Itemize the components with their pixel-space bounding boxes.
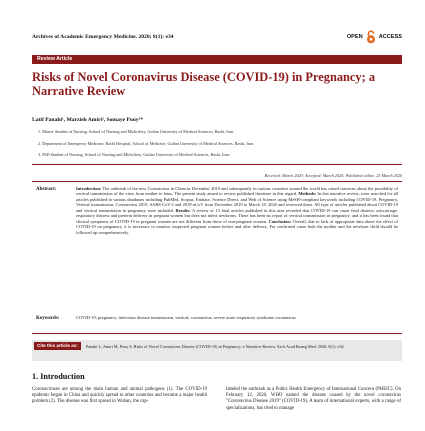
affiliation-1: 1. Master Student of Nursing, School of Nursing and Midwifery, Guilan University of Medical Sciences, Rasht, Iran.	[38, 129, 235, 134]
abstract-results-text: A review of 13 final articles published in this area revealed that COVID-19 can cause fetal distress, miscarriage, respiratory distress and preterm delivery in pregnant women but does not infect newborns. There has been no report of vertical transmission in pregnancy, and it has been found that clinical symptoms of COVID-19 in pregnant women are not different from those of non-pregnant women.	[76, 207, 398, 224]
open-lock-icon	[365, 30, 377, 44]
introduction-column-left: Coronaviruses are among the main human and animal pathogens (1). The COVID-19 epidemic began in China and quickly spread to other countries and became a major health problem (2). The disease was first spread in Wuhan, the cap-	[32, 387, 207, 405]
abstract-conclusion-text: Overall, due to lack of appropriate data about the effect of COVID-19 on pregnancy, it is necessary to monitor suspected pregnant women before and after delivery. For confirmed cases both the mother and the newborn child should be followed up comprehensively.	[76, 218, 398, 235]
abstract-conclusion-label: Conclusion:	[268, 218, 292, 224]
affiliation-2: 2. Department of Emergency Medicine, Rasht Hospital, School of Medicine, Guilan University of Medical Sciences, Rasht, Iran.	[38, 141, 255, 146]
open-access-logo	[347, 30, 402, 44]
abstract-methods-text: In this narrative review, were searched for all articles published in various databases including PubMed, Scopus, Embase, Science Direct, and Web of Science using MeSH-compliant keywords including COVID-19, Pregnancy, Vertical transmission, Coronavirus 2019, SARS-CoV-2 and 2019-nCoV from December 2019 to March 18, 2020 and reviewed them. All type of articles published about COVID-19 and vertical transmission in pregnancy were included.	[76, 191, 398, 213]
abstract-intro-label: Introduction:	[76, 186, 102, 191]
author-list: Latif Panahi¹, Marzieh Amiri², Somaye Pouy³*	[32, 117, 144, 123]
article-type-label: Review Article	[37, 56, 73, 62]
journal-citation-line: Archives of Academic Emergency Medicine. 2020; 8(1): e34	[32, 34, 174, 40]
keywords-label: Keywords:	[36, 316, 60, 321]
affiliation-3: 3. PhD Student of Nursing, School of Nursing and Midwifery, Guilan University of Medical Sciences, Rasht, Iran.	[38, 152, 230, 157]
open-access-word-access: ACCESS	[378, 34, 402, 40]
article-type-bar	[32, 55, 402, 64]
abstract-label: Abstract:	[36, 187, 57, 192]
journal-header	[32, 30, 402, 50]
abstract-intro-text: The outbreak of the new Coronavirus in China in December 2019 and subsequently in various countries around the world has raised concerns about the possibility of vertical transmission of the virus from mother to fetus. The present study aimed to review published literature in this regard.	[76, 186, 398, 197]
divider-affiliations	[32, 164, 402, 165]
publication-dates: Received: March 2020; Accepted: March 2020; Published online: 23 March 2020	[264, 173, 402, 178]
introduction-heading: 1. Introduction	[32, 372, 85, 381]
abstract-body	[76, 186, 398, 235]
keywords-text: COVID-19; pregnancy; infectious disease transmission, vertical; coronavirus; severe acute respiratory syndrome coronavirus	[76, 315, 296, 320]
abstract-methods-label: Methods:	[298, 191, 317, 197]
citation-box	[32, 340, 402, 361]
article-title: Risks of Novel Coronavirus Disease (COVID-19) in Pregnancy; a Narrative Review	[32, 70, 376, 99]
introduction-column-right: labeled the outbreak as a Public Health Emergency of International Concern (PHEIC). On February 12, 2020, WHO named the disease caused by the novel coronavirus "Coronavirus Disease 2019" (COVID-19). A team of international experts, with a range of specializations, has tried to manage	[226, 387, 401, 411]
open-access-word-open: OPEN	[346, 34, 363, 40]
citation-tag: Cite this article as:	[34, 342, 81, 350]
abstract-results-label: Results:	[175, 207, 191, 213]
divider-dates	[32, 181, 402, 182]
divider-keywords	[32, 333, 402, 334]
citation-text: Panahi L, Amiri M, Pouy S. Risks of Novel Coronavirus Disease (COVID-19) in Pregnancy; a Narrative Review. Arch Acad Emerg Med. 2020; 8(1): e34.	[86, 344, 345, 349]
